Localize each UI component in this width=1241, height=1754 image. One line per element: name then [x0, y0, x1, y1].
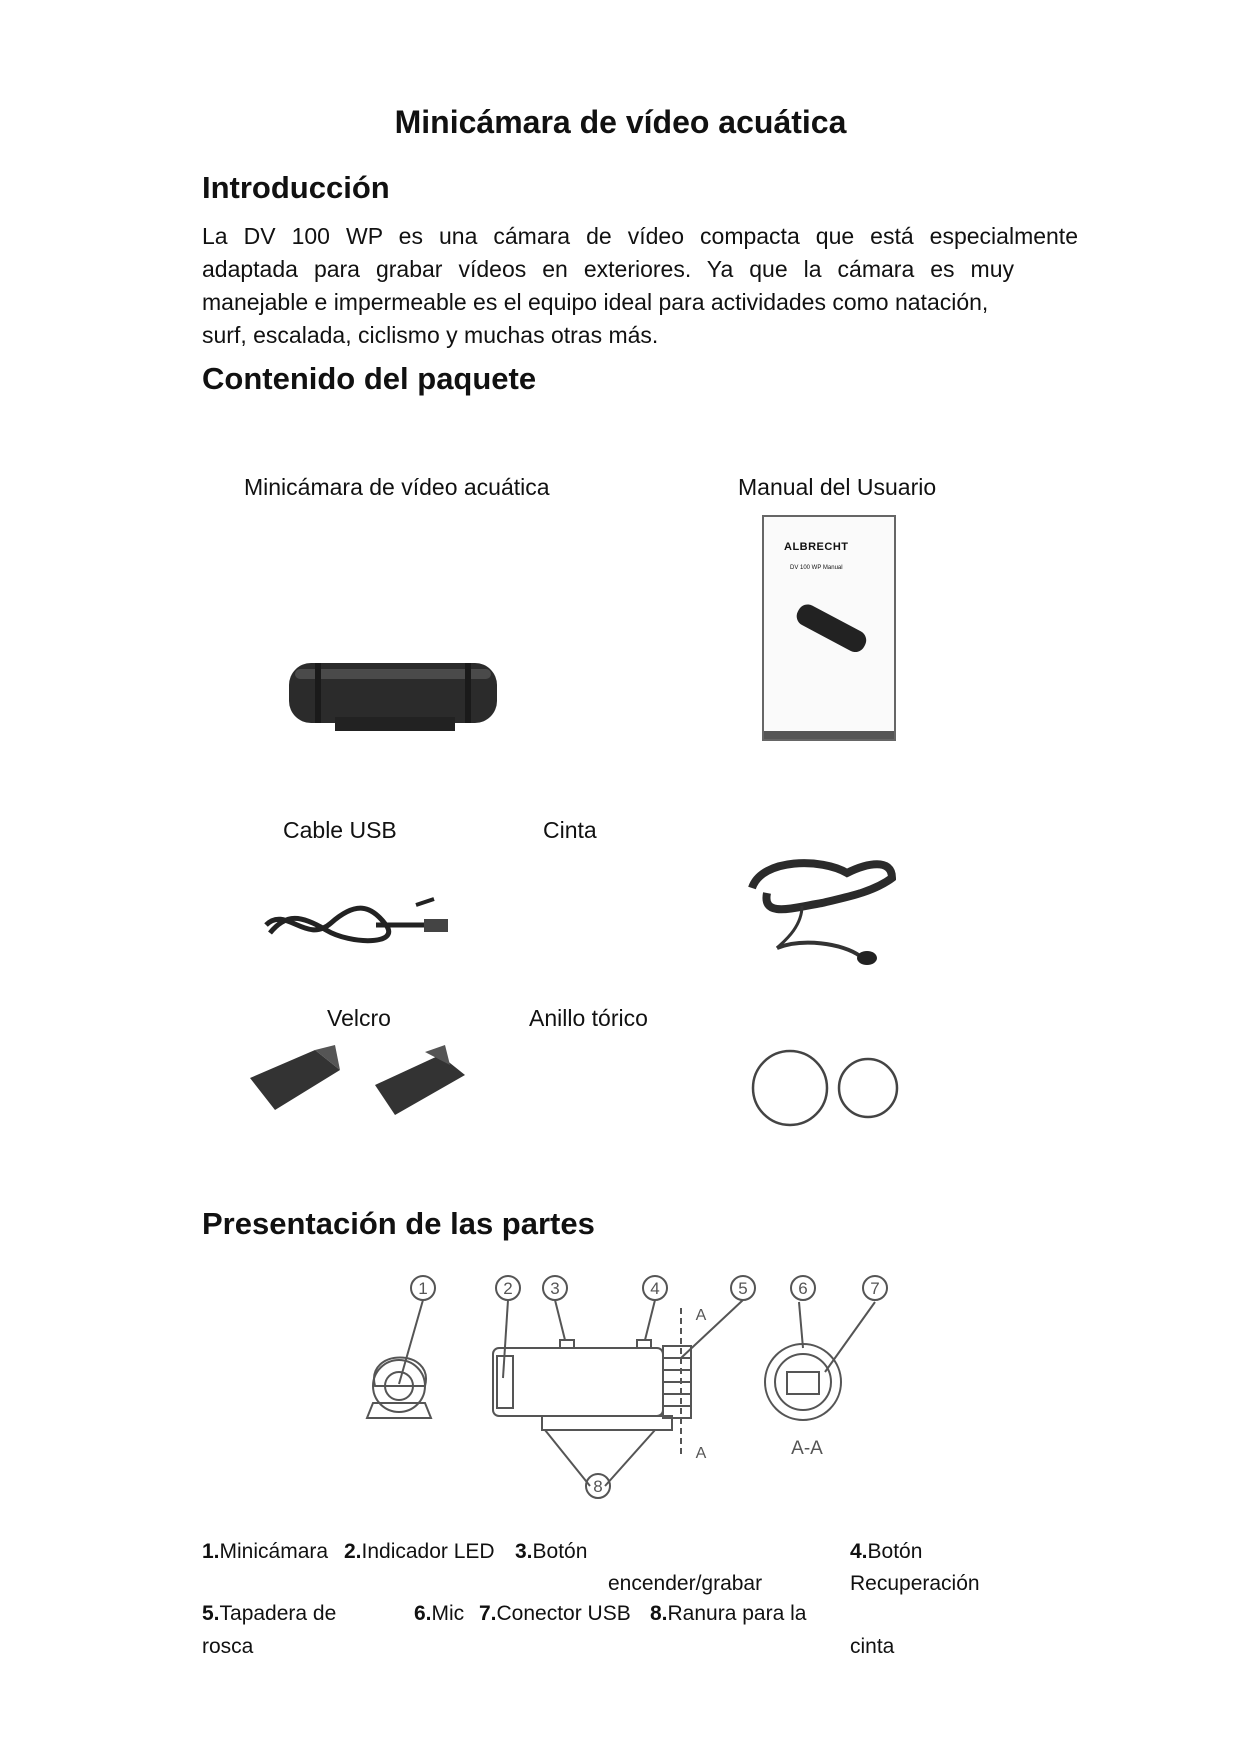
legend-item-7: 7.Conector USB [479, 1602, 631, 1625]
legend-item-8: 8.Ranura para la [650, 1602, 807, 1625]
legend-item-3-cont: encender/grabar [608, 1572, 763, 1595]
section-label: A-A [791, 1438, 823, 1459]
intro-line-1: La DV 100 WP es una cámara de vídeo compacta que está especialmente [202, 223, 1078, 249]
callout-7: 7 [870, 1279, 880, 1298]
intro-line-2: adaptada para grabar vídeos en exteriores. Ya que la cámara es muy [202, 256, 1014, 282]
label-strap: Cinta [543, 817, 597, 843]
label-manual: Manual del Usuario [738, 474, 937, 500]
legend-item-2: 2.Indicador LED [344, 1540, 495, 1563]
manual-brand: ALBRECHT [784, 541, 849, 553]
callout-5: 5 [738, 1279, 748, 1298]
velcro-image [245, 1040, 475, 1120]
label-oring: Anillo tórico [529, 1005, 648, 1031]
legend-item-5: 5.Tapadera de [202, 1602, 337, 1625]
usb-cable-image [256, 895, 466, 955]
section-mark-top: A [695, 1307, 707, 1324]
parts-heading: Presentación de las partes [202, 1206, 595, 1241]
callout-3: 3 [550, 1279, 560, 1298]
package-heading: Contenido del paquete [202, 361, 537, 396]
label-velcro: Velcro [327, 1005, 391, 1031]
legend-item-6: 6.Mic [414, 1602, 465, 1625]
page-title: Minicámara de vídeo acuática [394, 104, 847, 140]
legend-item-1: 1.Minicámara [202, 1540, 329, 1563]
intro-line-4: surf, escalada, ciclismo y muchas otras más. [202, 322, 659, 348]
callout-8: 8 [593, 1477, 603, 1496]
intro-heading: Introducción [202, 170, 390, 205]
callout-4: 4 [650, 1279, 660, 1298]
manual-subtitle: DV 100 WP Manual [790, 565, 843, 571]
intro-line-3: manejable e impermeable es el equipo ideal para actividades como natación, [202, 289, 989, 315]
parts-diagram [355, 1268, 895, 1508]
callout-2: 2 [503, 1279, 513, 1298]
manual-cover-image [762, 515, 896, 741]
section-mark-bottom: A [695, 1445, 707, 1462]
manual-camera-illustration [784, 599, 874, 659]
strap-image [742, 848, 902, 968]
intro-paragraph [202, 220, 1078, 352]
legend-item-4: 4.Botón [850, 1540, 923, 1563]
legend-item-4-cont: Recuperación [850, 1572, 980, 1595]
oring-image [748, 1050, 908, 1130]
callout-6: 6 [798, 1279, 808, 1298]
label-usb-cable: Cable USB [283, 817, 397, 843]
label-camera: Minicámara de vídeo acuática [244, 474, 550, 500]
manual-footer-bar [764, 731, 894, 739]
callout-1: 1 [418, 1279, 428, 1298]
camera-image [285, 655, 505, 740]
legend-item-3: 3.Botón [515, 1540, 588, 1563]
legend-item-5-cont: rosca [202, 1635, 254, 1658]
legend-item-8-cont: cinta [850, 1635, 895, 1658]
